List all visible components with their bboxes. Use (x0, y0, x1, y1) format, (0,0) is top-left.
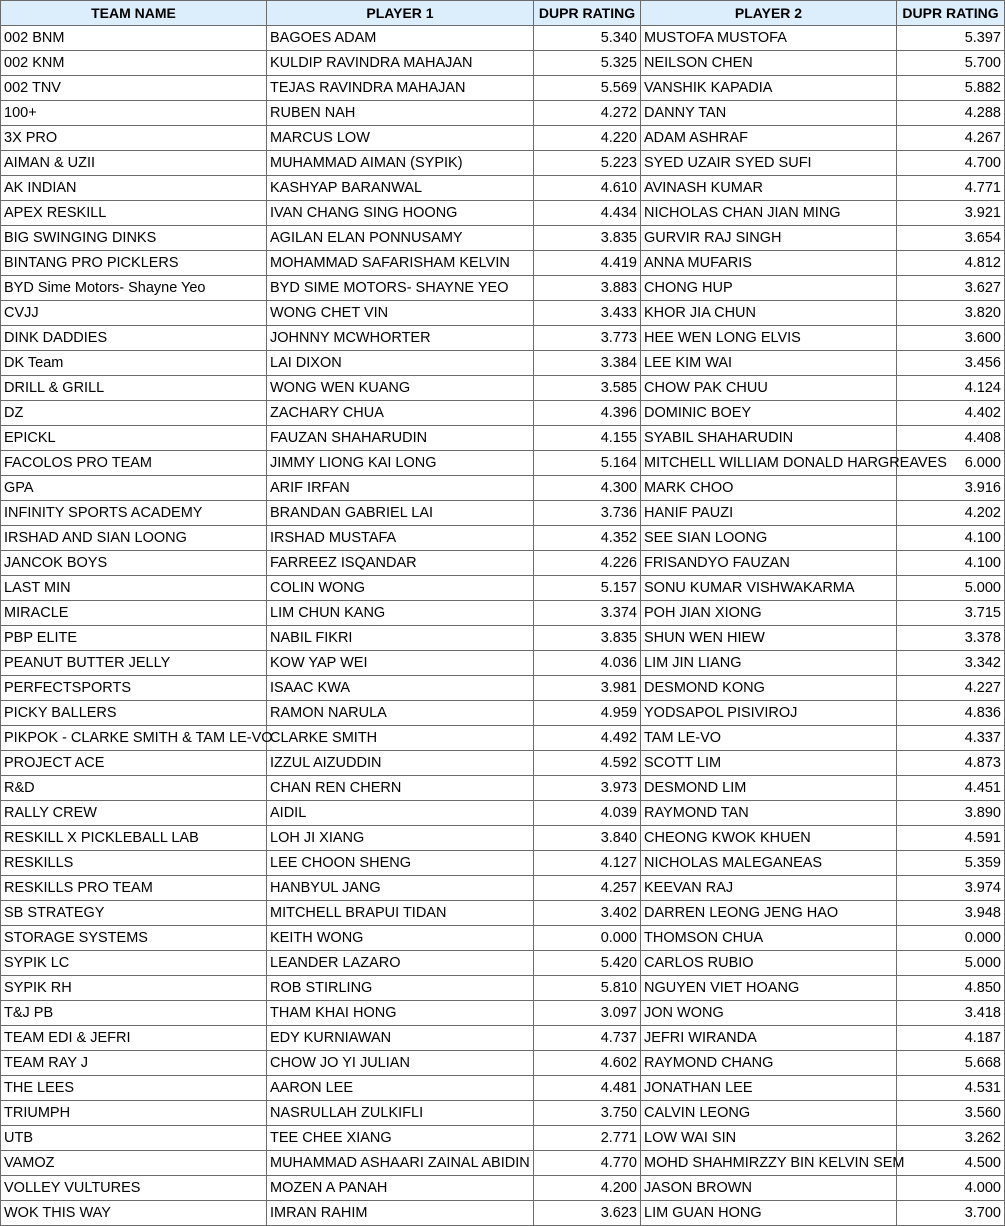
team-name-cell: VAMOZ (1, 1151, 267, 1176)
player-1-rating-cell: 3.097 (534, 1001, 641, 1026)
player-2-rating-cell: 4.531 (897, 1076, 1005, 1101)
player-2-cell: SCOTT LIM (641, 751, 897, 776)
team-name-cell: THE LEES (1, 1076, 267, 1101)
player-1-rating-cell: 3.973 (534, 776, 641, 801)
player-2-rating-cell: 3.627 (897, 276, 1005, 301)
player-2-cell: THOMSON CHUA (641, 926, 897, 951)
player-1-rating-cell: 4.481 (534, 1076, 641, 1101)
player-1-cell: IMRAN RAHIM (267, 1201, 534, 1226)
player-2-cell: RAYMOND CHANG (641, 1051, 897, 1076)
player-2-cell: LEE KIM WAI (641, 351, 897, 376)
team-name-cell: 002 KNM (1, 51, 267, 76)
team-name-cell: PICKY BALLERS (1, 701, 267, 726)
player-1-rating-cell: 4.352 (534, 526, 641, 551)
team-name-cell: RESKILLS (1, 851, 267, 876)
player-1-rating-cell: 4.592 (534, 751, 641, 776)
player-2-cell: SONU KUMAR VISHWAKARMA (641, 576, 897, 601)
header-row (1, 1, 1005, 26)
player-1-cell: AARON LEE (267, 1076, 534, 1101)
player-2-cell: KEEVAN RAJ (641, 876, 897, 901)
header-team-name: TEAM NAME (1, 1, 267, 26)
player-1-rating-cell: 3.384 (534, 351, 641, 376)
player-2-cell: MUSTOFA MUSTOFA (641, 26, 897, 51)
player-1-cell: MUHAMMAD ASHAARI ZAINAL ABIDIN (267, 1151, 534, 1176)
table-row (1, 676, 1005, 701)
table-row (1, 876, 1005, 901)
player-1-rating-cell: 3.433 (534, 301, 641, 326)
player-2-cell: HANIF PAUZI (641, 501, 897, 526)
player-2-rating-cell: 4.771 (897, 176, 1005, 201)
team-name-cell: APEX RESKILL (1, 201, 267, 226)
table-row (1, 351, 1005, 376)
player-2-rating-cell: 4.100 (897, 526, 1005, 551)
table-row (1, 526, 1005, 551)
player-1-cell: KOW YAP WEI (267, 651, 534, 676)
player-1-rating-cell: 3.736 (534, 501, 641, 526)
player-1-rating-cell: 5.420 (534, 951, 641, 976)
player-1-rating-cell: 4.602 (534, 1051, 641, 1076)
table-row (1, 176, 1005, 201)
player-2-rating-cell: 5.882 (897, 76, 1005, 101)
player-2-cell: CHONG HUP (641, 276, 897, 301)
player-1-cell: COLIN WONG (267, 576, 534, 601)
team-name-cell: TRIUMPH (1, 1101, 267, 1126)
player-1-cell: FARREEZ ISQANDAR (267, 551, 534, 576)
table-row (1, 1126, 1005, 1151)
player-1-rating-cell: 4.300 (534, 476, 641, 501)
player-2-rating-cell: 4.591 (897, 826, 1005, 851)
player-2-rating-cell: 4.402 (897, 401, 1005, 426)
player-2-cell: CHEONG KWOK KHUEN (641, 826, 897, 851)
player-2-rating-cell: 4.267 (897, 126, 1005, 151)
team-name-cell: 002 TNV (1, 76, 267, 101)
player-2-rating-cell: 3.820 (897, 301, 1005, 326)
player-2-rating-cell: 4.100 (897, 551, 1005, 576)
player-1-rating-cell: 3.623 (534, 1201, 641, 1226)
player-1-cell: KEITH WONG (267, 926, 534, 951)
player-2-rating-cell: 4.202 (897, 501, 1005, 526)
table-row (1, 576, 1005, 601)
table-row (1, 726, 1005, 751)
team-name-cell: MIRACLE (1, 601, 267, 626)
player-2-cell: ANNA MUFARIS (641, 251, 897, 276)
player-2-cell: SYED UZAIR SYED SUFI (641, 151, 897, 176)
player-1-cell: IZZUL AIZUDDIN (267, 751, 534, 776)
player-2-cell: CARLOS RUBIO (641, 951, 897, 976)
team-name-cell: DINK DADDIES (1, 326, 267, 351)
team-name-cell: DZ (1, 401, 267, 426)
player-1-rating-cell: 5.325 (534, 51, 641, 76)
player-2-rating-cell: 3.654 (897, 226, 1005, 251)
header-player-2: PLAYER 2 (641, 1, 897, 26)
player-2-cell: VANSHIK KAPADIA (641, 76, 897, 101)
player-2-cell: NICHOLAS MALEGANEAS (641, 851, 897, 876)
table-row (1, 476, 1005, 501)
player-1-rating-cell: 4.200 (534, 1176, 641, 1201)
player-2-cell: CALVIN LEONG (641, 1101, 897, 1126)
player-2-rating-cell: 4.408 (897, 426, 1005, 451)
table-row (1, 651, 1005, 676)
player-2-rating-cell: 3.560 (897, 1101, 1005, 1126)
player-1-rating-cell: 4.434 (534, 201, 641, 226)
player-2-rating-cell: 0.000 (897, 926, 1005, 951)
player-2-cell: TAM LE-VO (641, 726, 897, 751)
player-1-cell: LOH JI XIANG (267, 826, 534, 851)
player-1-rating-cell: 4.396 (534, 401, 641, 426)
team-name-cell: BYD Sime Motors- Shayne Yeo (1, 276, 267, 301)
player-1-cell: LEE CHOON SHENG (267, 851, 534, 876)
header-dupr-rating-1: DUPR RATING (534, 1, 641, 26)
player-2-rating-cell: 3.456 (897, 351, 1005, 376)
header-player-1: PLAYER 1 (267, 1, 534, 26)
player-1-rating-cell: 3.840 (534, 826, 641, 851)
table-row (1, 426, 1005, 451)
team-name-cell: UTB (1, 1126, 267, 1151)
table-row (1, 1176, 1005, 1201)
player-2-rating-cell: 3.262 (897, 1126, 1005, 1151)
player-2-rating-cell: 4.850 (897, 976, 1005, 1001)
table-row (1, 976, 1005, 1001)
team-name-cell: AK INDIAN (1, 176, 267, 201)
player-2-cell: CHOW PAK CHUU (641, 376, 897, 401)
player-1-rating-cell: 4.220 (534, 126, 641, 151)
team-name-cell: 002 BNM (1, 26, 267, 51)
player-1-rating-cell: 3.835 (534, 226, 641, 251)
player-1-rating-cell: 0.000 (534, 926, 641, 951)
team-name-cell: DK Team (1, 351, 267, 376)
player-2-rating-cell: 5.000 (897, 951, 1005, 976)
table-row (1, 501, 1005, 526)
player-2-cell: DANNY TAN (641, 101, 897, 126)
player-2-rating-cell: 4.337 (897, 726, 1005, 751)
player-2-rating-cell: 5.397 (897, 26, 1005, 51)
player-1-cell: HANBYUL JANG (267, 876, 534, 901)
player-1-rating-cell: 3.981 (534, 676, 641, 701)
player-1-cell: MUHAMMAD AIMAN (SYPIK) (267, 151, 534, 176)
player-1-cell: WONG CHET VIN (267, 301, 534, 326)
player-2-cell: GURVIR RAJ SINGH (641, 226, 897, 251)
player-1-rating-cell: 3.374 (534, 601, 641, 626)
player-2-cell: LIM GUAN HONG (641, 1201, 897, 1226)
player-2-cell: JASON BROWN (641, 1176, 897, 1201)
table-row (1, 826, 1005, 851)
player-2-rating-cell: 3.715 (897, 601, 1005, 626)
player-1-rating-cell: 3.750 (534, 1101, 641, 1126)
player-1-rating-cell: 4.492 (534, 726, 641, 751)
player-1-rating-cell: 4.419 (534, 251, 641, 276)
player-1-rating-cell: 4.959 (534, 701, 641, 726)
player-2-rating-cell: 3.342 (897, 651, 1005, 676)
team-name-cell: 100+ (1, 101, 267, 126)
table-row (1, 301, 1005, 326)
player-1-cell: RUBEN NAH (267, 101, 534, 126)
table-row (1, 376, 1005, 401)
header-dupr-rating-2: DUPR RATING (897, 1, 1005, 26)
player-1-cell: NABIL FIKRI (267, 626, 534, 651)
player-2-cell: MOHD SHAHMIRZZY BIN KELVIN SEM (641, 1151, 897, 1176)
team-name-cell: RALLY CREW (1, 801, 267, 826)
player-2-rating-cell: 5.359 (897, 851, 1005, 876)
team-name-cell: WOK THIS WAY (1, 1201, 267, 1226)
player-1-cell: LIM CHUN KANG (267, 601, 534, 626)
player-2-rating-cell: 3.948 (897, 901, 1005, 926)
player-2-cell: KHOR JIA CHUN (641, 301, 897, 326)
player-1-rating-cell: 4.257 (534, 876, 641, 901)
player-1-cell: LEANDER LAZARO (267, 951, 534, 976)
player-2-cell: DESMOND LIM (641, 776, 897, 801)
table-row (1, 226, 1005, 251)
team-name-cell: AIMAN & UZII (1, 151, 267, 176)
player-2-rating-cell: 4.124 (897, 376, 1005, 401)
player-2-cell: SEE SIAN LOONG (641, 526, 897, 551)
player-2-rating-cell: 3.921 (897, 201, 1005, 226)
table-row (1, 151, 1005, 176)
player-2-rating-cell: 4.000 (897, 1176, 1005, 1201)
player-1-cell: TEE CHEE XIANG (267, 1126, 534, 1151)
table-row (1, 626, 1005, 651)
player-1-cell: RAMON NARULA (267, 701, 534, 726)
player-1-cell: ARIF IRFAN (267, 476, 534, 501)
player-2-cell: MARK CHOO (641, 476, 897, 501)
team-name-cell: IRSHAD AND SIAN LOONG (1, 526, 267, 551)
team-name-cell: PEANUT BUTTER JELLY (1, 651, 267, 676)
team-name-cell: JANCOK BOYS (1, 551, 267, 576)
table-row (1, 201, 1005, 226)
player-2-rating-cell: 4.700 (897, 151, 1005, 176)
player-1-cell: BRANDAN GABRIEL LAI (267, 501, 534, 526)
player-1-rating-cell: 2.771 (534, 1126, 641, 1151)
player-2-rating-cell: 4.187 (897, 1026, 1005, 1051)
player-1-cell: IRSHAD MUSTAFA (267, 526, 534, 551)
team-name-cell: TEAM RAY J (1, 1051, 267, 1076)
player-1-rating-cell: 3.585 (534, 376, 641, 401)
player-1-cell: CHOW JO YI JULIAN (267, 1051, 534, 1076)
player-2-rating-cell: 3.700 (897, 1201, 1005, 1226)
player-2-rating-cell: 3.378 (897, 626, 1005, 651)
table-body (1, 26, 1005, 1226)
team-name-cell: EPICKL (1, 426, 267, 451)
team-name-cell: SYPIK LC (1, 951, 267, 976)
table-row (1, 76, 1005, 101)
table-row (1, 101, 1005, 126)
table-row (1, 751, 1005, 776)
player-1-cell: LAI DIXON (267, 351, 534, 376)
table-row (1, 326, 1005, 351)
player-1-rating-cell: 5.223 (534, 151, 641, 176)
player-2-rating-cell: 4.500 (897, 1151, 1005, 1176)
player-1-rating-cell: 5.569 (534, 76, 641, 101)
table-row (1, 401, 1005, 426)
player-1-rating-cell: 3.402 (534, 901, 641, 926)
player-2-rating-cell: 4.288 (897, 101, 1005, 126)
player-2-cell: FRISANDYO FAUZAN (641, 551, 897, 576)
player-1-rating-cell: 3.773 (534, 326, 641, 351)
player-1-cell: CHAN REN CHERN (267, 776, 534, 801)
player-1-cell: NASRULLAH ZULKIFLI (267, 1101, 534, 1126)
player-1-rating-cell: 5.164 (534, 451, 641, 476)
player-2-cell: RAYMOND TAN (641, 801, 897, 826)
player-1-cell: MOHAMMAD SAFARISHAM KELVIN (267, 251, 534, 276)
player-1-cell: ROB STIRLING (267, 976, 534, 1001)
team-name-cell: PERFECTSPORTS (1, 676, 267, 701)
player-2-cell: DESMOND KONG (641, 676, 897, 701)
table-row (1, 1001, 1005, 1026)
team-name-cell: RESKILLS PRO TEAM (1, 876, 267, 901)
player-1-cell: ZACHARY CHUA (267, 401, 534, 426)
player-1-rating-cell: 3.835 (534, 626, 641, 651)
team-name-cell: LAST MIN (1, 576, 267, 601)
player-2-cell: POH JIAN XIONG (641, 601, 897, 626)
table-row (1, 1026, 1005, 1051)
player-1-cell: KASHYAP BARANWAL (267, 176, 534, 201)
player-2-rating-cell: 6.000 (897, 451, 1005, 476)
player-1-rating-cell: 4.155 (534, 426, 641, 451)
player-1-cell: AGILAN ELAN PONNUSAMY (267, 226, 534, 251)
table-row (1, 51, 1005, 76)
player-2-cell: JEFRI WIRANDA (641, 1026, 897, 1051)
player-1-cell: WONG WEN KUANG (267, 376, 534, 401)
player-1-cell: KULDIP RAVINDRA MAHAJAN (267, 51, 534, 76)
player-1-rating-cell: 4.737 (534, 1026, 641, 1051)
player-1-rating-cell: 4.610 (534, 176, 641, 201)
table-row (1, 276, 1005, 301)
player-2-cell: AVINASH KUMAR (641, 176, 897, 201)
player-1-cell: FAUZAN SHAHARUDIN (267, 426, 534, 451)
team-name-cell: BINTANG PRO PICKLERS (1, 251, 267, 276)
team-name-cell: RESKILL X PICKLEBALL LAB (1, 826, 267, 851)
table-row (1, 1051, 1005, 1076)
table-row (1, 451, 1005, 476)
player-2-cell: DARREN LEONG JENG HAO (641, 901, 897, 926)
player-2-rating-cell: 3.890 (897, 801, 1005, 826)
player-1-rating-cell: 5.340 (534, 26, 641, 51)
player-2-rating-cell: 3.974 (897, 876, 1005, 901)
table-row (1, 1201, 1005, 1226)
player-1-rating-cell: 4.127 (534, 851, 641, 876)
player-1-rating-cell: 4.039 (534, 801, 641, 826)
player-2-rating-cell: 5.700 (897, 51, 1005, 76)
team-name-cell: PBP ELITE (1, 626, 267, 651)
player-1-cell: CLARKE SMITH (267, 726, 534, 751)
team-name-cell: GPA (1, 476, 267, 501)
table-row (1, 926, 1005, 951)
player-1-cell: BYD SIME MOTORS- SHAYNE YEO (267, 276, 534, 301)
table-row (1, 601, 1005, 626)
player-2-rating-cell: 4.873 (897, 751, 1005, 776)
team-name-cell: SYPIK RH (1, 976, 267, 1001)
team-name-cell: FACOLOS PRO TEAM (1, 451, 267, 476)
player-1-rating-cell: 4.226 (534, 551, 641, 576)
player-1-cell: BAGOES ADAM (267, 26, 534, 51)
player-2-cell: SYABIL SHAHARUDIN (641, 426, 897, 451)
player-2-cell: SHUN WEN HIEW (641, 626, 897, 651)
table-row (1, 701, 1005, 726)
player-1-cell: IVAN CHANG SING HOONG (267, 201, 534, 226)
team-name-cell: TEAM EDI & JEFRI (1, 1026, 267, 1051)
player-2-cell: NICHOLAS CHAN JIAN MING (641, 201, 897, 226)
player-2-rating-cell: 3.418 (897, 1001, 1005, 1026)
table-row (1, 551, 1005, 576)
player-1-cell: MITCHELL BRAPUI TIDAN (267, 901, 534, 926)
team-name-cell: 3X PRO (1, 126, 267, 151)
team-name-cell: R&D (1, 776, 267, 801)
player-2-cell: YODSAPOL PISIVIROJ (641, 701, 897, 726)
player-1-rating-cell: 4.770 (534, 1151, 641, 1176)
player-1-cell: JOHNNY MCWHORTER (267, 326, 534, 351)
team-name-cell: T&J PB (1, 1001, 267, 1026)
team-name-cell: INFINITY SPORTS ACADEMY (1, 501, 267, 526)
table-row (1, 776, 1005, 801)
player-1-cell: THAM KHAI HONG (267, 1001, 534, 1026)
team-name-cell: CVJJ (1, 301, 267, 326)
table-row (1, 951, 1005, 976)
player-2-cell: ADAM ASHRAF (641, 126, 897, 151)
player-2-cell: LOW WAI SIN (641, 1126, 897, 1151)
player-2-cell: NEILSON CHEN (641, 51, 897, 76)
player-1-rating-cell: 5.810 (534, 976, 641, 1001)
table-row (1, 1101, 1005, 1126)
player-2-cell: NGUYEN VIET HOANG (641, 976, 897, 1001)
player-2-rating-cell: 4.812 (897, 251, 1005, 276)
team-name-cell: VOLLEY VULTURES (1, 1176, 267, 1201)
table-row (1, 1151, 1005, 1176)
player-1-cell: MARCUS LOW (267, 126, 534, 151)
player-1-cell: EDY KURNIAWAN (267, 1026, 534, 1051)
player-1-cell: ISAAC KWA (267, 676, 534, 701)
player-1-rating-cell: 3.883 (534, 276, 641, 301)
player-2-cell: MITCHELL WILLIAM DONALD HARGREAVES (641, 451, 897, 476)
table-row (1, 901, 1005, 926)
player-2-rating-cell: 3.600 (897, 326, 1005, 351)
table-row (1, 801, 1005, 826)
player-2-rating-cell: 4.451 (897, 776, 1005, 801)
player-2-cell: LIM JIN LIANG (641, 651, 897, 676)
player-1-rating-cell: 4.036 (534, 651, 641, 676)
player-2-rating-cell: 5.000 (897, 576, 1005, 601)
team-name-cell: SB STRATEGY (1, 901, 267, 926)
player-1-cell: JIMMY LIONG KAI LONG (267, 451, 534, 476)
team-name-cell: STORAGE SYSTEMS (1, 926, 267, 951)
player-2-cell: JONATHAN LEE (641, 1076, 897, 1101)
team-name-cell: DRILL & GRILL (1, 376, 267, 401)
player-2-cell: HEE WEN LONG ELVIS (641, 326, 897, 351)
player-2-cell: DOMINIC BOEY (641, 401, 897, 426)
player-2-rating-cell: 3.916 (897, 476, 1005, 501)
table-row (1, 26, 1005, 51)
player-1-rating-cell: 5.157 (534, 576, 641, 601)
team-name-cell: PIKPOK - CLARKE SMITH & TAM LE-VO (1, 726, 267, 751)
player-2-rating-cell: 5.668 (897, 1051, 1005, 1076)
team-name-cell: BIG SWINGING DINKS (1, 226, 267, 251)
player-1-rating-cell: 4.272 (534, 101, 641, 126)
player-2-rating-cell: 4.227 (897, 676, 1005, 701)
player-1-cell: TEJAS RAVINDRA MAHAJAN (267, 76, 534, 101)
table-row (1, 1076, 1005, 1101)
player-2-cell: JON WONG (641, 1001, 897, 1026)
player-1-cell: MOZEN A PANAH (267, 1176, 534, 1201)
team-name-cell: PROJECT ACE (1, 751, 267, 776)
table-row (1, 251, 1005, 276)
player-1-cell: AIDIL (267, 801, 534, 826)
table-row (1, 851, 1005, 876)
table-row (1, 126, 1005, 151)
player-2-rating-cell: 4.836 (897, 701, 1005, 726)
